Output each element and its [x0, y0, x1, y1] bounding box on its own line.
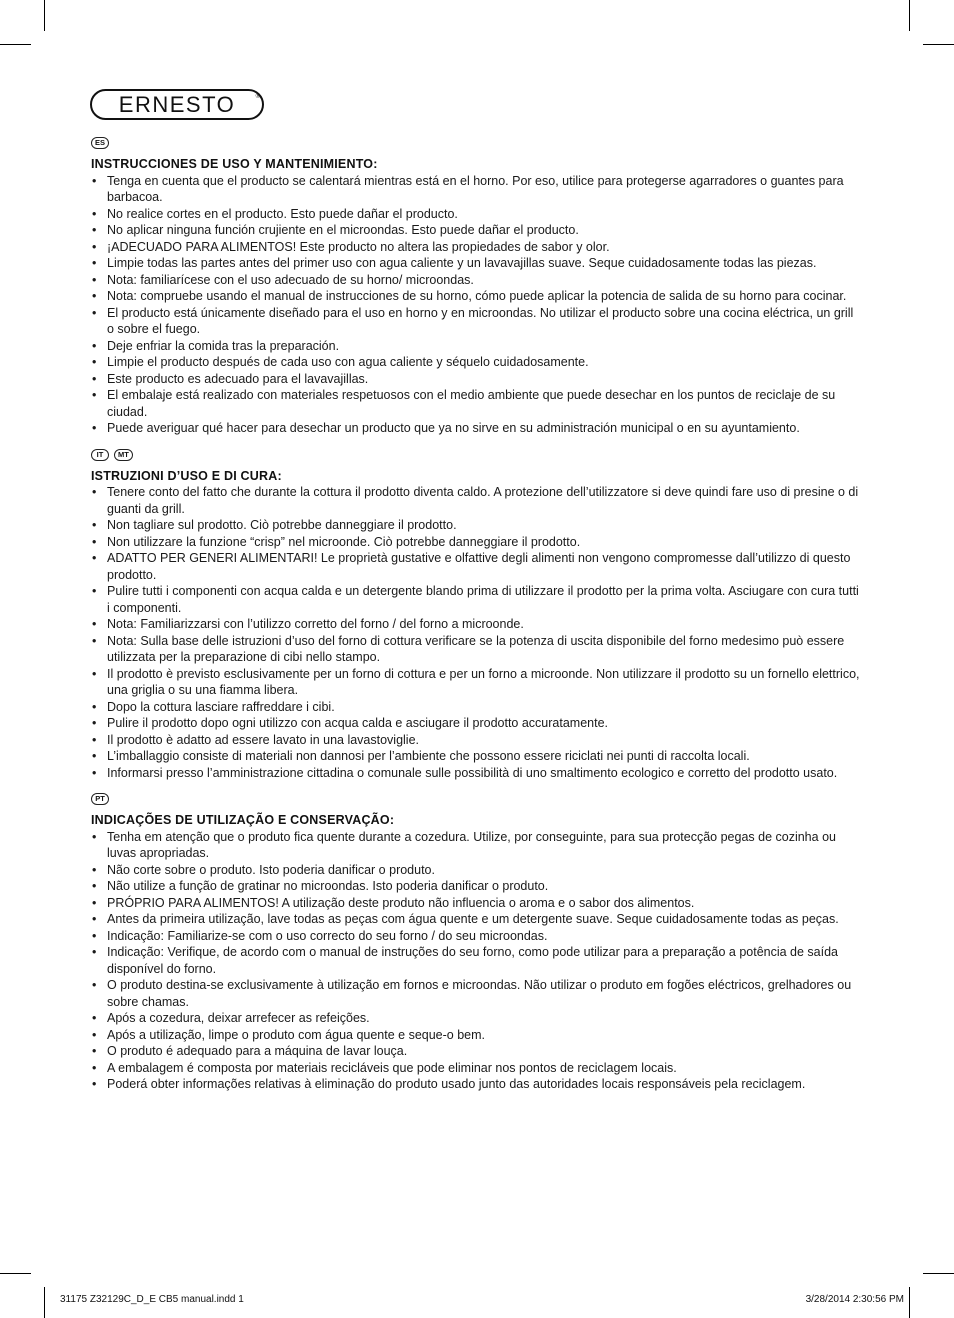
- list-item: • Tenere conto del fatto che durante la cottura il prodotto diventa caldo. A protezione dell’utilizzatore si deve quindi fare uso di presine o di guanti da grill.: [91, 484, 863, 517]
- crop-mark: [923, 44, 954, 45]
- list-item: • O produto é adequado para a máquina de lavar louça.: [91, 1043, 863, 1060]
- footer-timestamp: 3/28/2014 2:30:56 PM: [805, 1294, 904, 1305]
- list-item: • Tenga en cuenta que el producto se calentará mientras está en el horno. Por eso, utilice para protegerse agarradores o guantes para barbacoa.: [91, 173, 863, 206]
- list-item: • Tenha em atenção que o produto fica quente durante a cozedura. Utilize, por conseguinte, para sua protecção pegas de cozinha ou luvas apropriadas.: [91, 829, 863, 862]
- list-item: • Il prodotto è adatto ad essere lavato in una lavastoviglie.: [91, 732, 863, 749]
- list-item: • Indicação: Verifique, de acordo com o manual de instruções do seu forno, como pode utilizar para a preparação a potência de saída disponível do forno.: [91, 944, 863, 977]
- registered-mark: ®: [255, 94, 260, 100]
- language-badges: [91, 793, 863, 807]
- list-item: • Limpie todas las partes antes del primer uso con agua caliente y un lavavajillas suave. Seque cuidadosamente todas las piezas.: [91, 255, 863, 272]
- list-item: • O produto destina-se exclusivamente à utilização em fornos e microondas. Não utilizar o produto em fogões eléctricos, grelhadores ou sobre chamas.: [91, 977, 863, 1010]
- list-item: • Limpie el producto después de cada uso con agua caliente y séquelo cuidadosamente.: [91, 354, 863, 371]
- list-item: • Informarsi presso l’amministrazione cittadina o comunale sulle possibilità di uno smaltimento ecologico e corretto del prodotto usato.: [91, 765, 863, 782]
- list-item: • No aplicar ninguna función crujiente en el microondas. Esto puede dañar el producto.: [91, 222, 863, 239]
- crop-mark: [0, 44, 31, 45]
- list-item: • Não corte sobre o produto. Isto poderia danificar o produto.: [91, 862, 863, 879]
- language-section: [91, 793, 863, 1093]
- instruction-list: [91, 484, 863, 781]
- list-item: • Poderá obter informações relativas à eliminação do produto usado junto das autoridades locais responsáveis pela reciclagem.: [91, 1076, 863, 1093]
- list-item: • Indicação: Familiarize-se com o uso correcto do seu forno / do seu microondas.: [91, 928, 863, 945]
- language-badge: MT: [114, 449, 133, 461]
- crop-mark: [44, 0, 45, 31]
- list-item: • PRÓPRIO PARA ALIMENTOS! A utilização deste produto não influencia o aroma e o sabor dos alimentos.: [91, 895, 863, 912]
- list-item: • El producto está únicamente diseñado para el uso en horno y en microondas. No utilizar el producto sobre una cocina eléctrica, un grill o sobre el fuego.: [91, 305, 863, 338]
- list-item: • Pulire il prodotto dopo ogni utilizzo con acqua calda e asciugare il prodotto accuratamente.: [91, 715, 863, 732]
- list-item: • Dopo la cottura lasciare raffreddare i cibi.: [91, 699, 863, 716]
- list-item: • Este producto es adecuado para el lavavajillas.: [91, 371, 863, 388]
- instruction-list: [91, 829, 863, 1093]
- list-item: • ADATTO PER GENERI ALIMENTARI! Le proprietà gustative e olfattive degli alimenti non vengono compromesse dall’utilizzo di questo prodotto.: [91, 550, 863, 583]
- language-section: [91, 449, 863, 782]
- brand-name: ERNESTO: [118, 91, 236, 117]
- language-badges: [91, 137, 863, 151]
- list-item: • Nota: Familiarizzarsi con l’utilizzo corretto del forno / del forno a microonde.: [91, 616, 863, 633]
- list-item: • Il prodotto è previsto esclusivamente per un forno di cottura e per un forno a microonde. Non utilizzare il prodotto su un fornello elettrico, una griglia o su una fiamma libera.: [91, 666, 863, 699]
- crop-mark: [923, 1273, 954, 1274]
- instructions-content: [91, 137, 863, 1105]
- list-item: • Non tagliare sul prodotto. Ciò potrebbe danneggiare il prodotto.: [91, 517, 863, 534]
- crop-mark: [44, 1287, 45, 1318]
- language-badge: ES: [91, 137, 109, 149]
- list-item: • Após a utilização, limpe o produto com água quente e seque-o bem.: [91, 1027, 863, 1044]
- list-item: • Após a cozedura, deixar arrefecer as refeições.: [91, 1010, 863, 1027]
- list-item: • No realice cortes en el producto. Esto puede dañar el producto.: [91, 206, 863, 223]
- list-item: • Pulire tutti i componenti con acqua calda e un detergente blando prima di utilizzare il prodotto per la prima volta. Asciugare con cura tutti i componenti.: [91, 583, 863, 616]
- list-item: • Nota: compruebe usando el manual de instrucciones de su horno, cómo puede aplicar la potencia de salida de su horno para cocinar.: [91, 288, 863, 305]
- brand-logo: [90, 89, 264, 120]
- footer-file-name: 31175 Z32129C_D_E CB5 manual.indd 1: [60, 1294, 244, 1305]
- list-item: • Antes da primeira utilização, lave todas as peças com água quente e um detergente suave. Seque cuidadosamente todas as peças.: [91, 911, 863, 928]
- language-badges: [91, 449, 863, 463]
- list-item: • L’imballaggio consiste di materiali non dannosi per l’ambiente che possono essere riciclati nei punti di raccolta locali.: [91, 748, 863, 765]
- list-item: • Deje enfriar la comida tras la preparación.: [91, 338, 863, 355]
- language-badge: PT: [91, 793, 109, 805]
- instruction-list: [91, 173, 863, 437]
- list-item: • Nota: Sulla base delle istruzioni d’uso del forno di cottura verificare se la potenza di uscita disponibile del forno medesimo può essere utilizzata per la preparazione di cibi nello stampo.: [91, 633, 863, 666]
- crop-mark: [0, 1273, 31, 1274]
- section-heading: INDICAÇÕES DE UTILIZAÇÃO E CONSERVAÇÃO:: [91, 813, 395, 827]
- list-item: • El embalaje está realizado con materiales respetuosos con el medio ambiente que puede desechar en los puntos de reciclaje de su ciudad.: [91, 387, 863, 420]
- list-item: • Puede averiguar qué hacer para desechar un producto que ya no sirve en su administración municipal o en su ayuntamiento.: [91, 420, 863, 437]
- crop-mark: [909, 0, 910, 31]
- list-item: • A embalagem é composta por materiais recicláveis que pode eliminar nos pontos de reciclagem locais.: [91, 1060, 863, 1077]
- list-item: • Nota: familiarícese con el uso adecuado de su horno/ microondas.: [91, 272, 863, 289]
- list-item: • ¡ADECUADO PARA ALIMENTOS! Este producto no altera las propiedades de sabor y olor.: [91, 239, 863, 256]
- language-section: [91, 137, 863, 437]
- section-heading: INSTRUCCIONES DE USO Y MANTENIMIENTO:: [91, 157, 378, 171]
- language-badge: IT: [91, 449, 109, 461]
- section-heading: ISTRUZIONI D’USO E DI CURA:: [91, 468, 282, 483]
- list-item: • Não utilize a função de gratinar no microondas. Isto poderia danificar o produto.: [91, 878, 863, 895]
- list-item: • Non utilizzare la funzione “crisp” nel microonde. Ciò potrebbe danneggiare il prodotto.: [91, 534, 863, 551]
- crop-mark: [909, 1287, 910, 1318]
